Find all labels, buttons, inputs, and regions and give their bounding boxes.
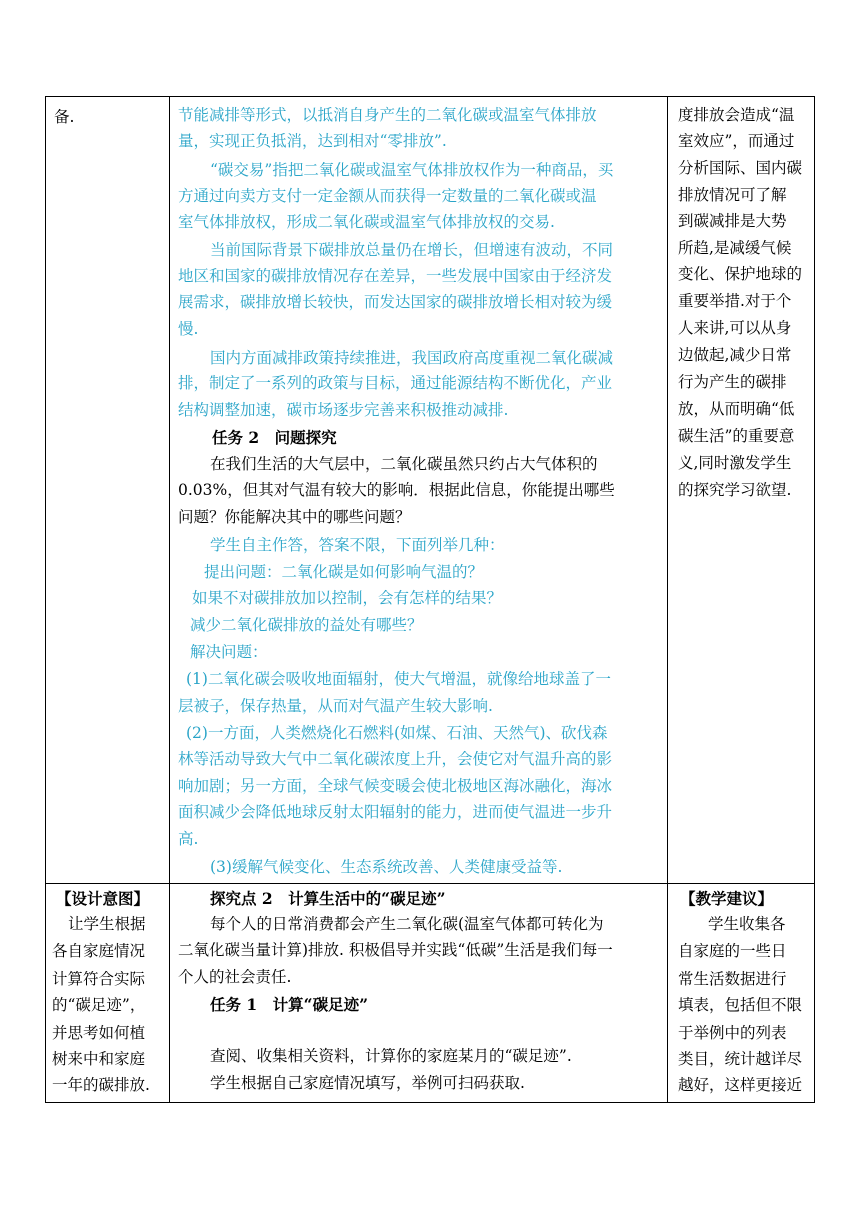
text-line: 室效应”，而通过: [678, 132, 795, 150]
text-line: 学生根据自己家庭情况填写，举例可扫码获取.: [210, 1074, 525, 1092]
lesson-table: [45, 96, 815, 1103]
text-line: 各自家庭情况: [52, 942, 146, 960]
text-line: 探究点 2 计算生活中的“碳足迹”: [210, 889, 446, 908]
text-line: 【教学建议】: [680, 889, 774, 908]
text-line: 类目，统计越详尽: [678, 1050, 803, 1068]
text-line: 义,同时激发学生: [678, 454, 792, 472]
text-line: 【设计意图】: [56, 889, 150, 908]
row1-middle-cell: [170, 97, 668, 884]
text-line: 展需求，碳排放增长较快，而发达国家的碳排放增长相对较为缓: [178, 293, 613, 311]
text-line: 学生收集各: [708, 915, 786, 933]
text-line: 0.03%，但其对气温有较大的影响．根据此信息，你能提出哪些: [178, 481, 615, 499]
text-line: 室气体排放权，形成二氧化碳或温室气体排放权的交易.: [178, 213, 555, 231]
text-line: 响加剧；另一方面，全球气候变暖会使北极地区海冰融化，海冰: [178, 777, 613, 795]
text-line: “碳交易”指把二氧化碳或温室气体排放权作为一种商品，买: [210, 161, 614, 179]
text-line: 节能减排等形式，以抵消自身产生的二氧化碳或温室气体排放: [178, 106, 597, 124]
text-line: 任务 1 计算“碳足迹”: [210, 995, 369, 1014]
text-line: 在我们生活的大气层中，二氧化碳虽然只约占大气体积的: [210, 455, 598, 473]
text-line: 填表，包括但不限: [678, 996, 803, 1014]
text-line: (1)二氧化碳会吸收地面辐射，使大气增温，就像给地球盖了一: [186, 670, 611, 688]
text-line: 排放情况可了解: [678, 186, 787, 204]
table-row: [46, 884, 815, 1103]
text-line: 学生自主作答，答案不限，下面列举几种：: [210, 536, 505, 554]
text-line: 备.: [54, 108, 75, 126]
text-line: 面积减少会降低地球反射太阳辐射的能力，进而使气温进一步升: [178, 803, 613, 821]
text-line: 边做起,减少日常: [678, 346, 792, 364]
text-line: 量，实现正负抵消，达到相对“零排放”.: [178, 132, 447, 150]
text-line: (2)一方面，人类燃烧化石燃料(如煤、石油、天然气)、砍伐森: [186, 724, 608, 742]
text-line: 问题？你能解决其中的哪些问题？: [178, 508, 411, 526]
text-line: 所趋,是减缓气候: [678, 239, 792, 257]
row1-left-cell: [46, 97, 170, 884]
text-line: 减少二氧化碳排放的益处有哪些？: [190, 616, 423, 634]
text-line: 重要举措.对于个: [678, 292, 792, 310]
text-line: (3)缓解气候变化、生态系统改善、人类健康受益等.: [210, 858, 563, 876]
text-line: 结构调整加速，碳市场逐步完善来积极推动减排.: [178, 401, 509, 419]
text-line: 人来讲,可以从身: [678, 319, 792, 337]
table-row: [46, 97, 815, 884]
text-line: 越好，这样更接近: [678, 1076, 803, 1094]
text-line: 解决问题：: [190, 643, 268, 661]
row2-middle-cell: [170, 884, 668, 1103]
text-line: 行为产生的碳排: [678, 373, 787, 391]
row1-right-cell: [668, 97, 815, 884]
text-line: 一年的碳排放.: [52, 1076, 150, 1094]
text-line: 高.: [178, 830, 199, 848]
text-line: 排，制定了一系列的政策与目标，通过能源结构不断优化，产业: [178, 374, 613, 392]
text-line: 放，从而明确“低: [678, 400, 795, 418]
text-line: 二氧化碳当量计算)排放. 积极倡导并实践“低碳”生活是我们每一: [178, 941, 613, 959]
text-line: 并思考如何植: [52, 1024, 146, 1042]
text-line: 查阅、收集相关资料，计算你的家庭某月的“碳足迹”.: [210, 1047, 572, 1065]
row2-right-cell: [668, 884, 815, 1103]
text-line: 个人的社会责任.: [178, 968, 292, 986]
text-line: 地区和国家的碳排放情况存在差异，一些发展中国家由于经济发: [178, 267, 613, 285]
text-line: 林等活动导致大气中二氧化碳浓度上升，会使它对气温升高的影: [178, 750, 613, 768]
text-line: 国内方面减排政策持续推进，我国政府高度重视二氧化碳减: [210, 349, 614, 367]
text-line: 慢.: [178, 320, 199, 338]
text-line: 自家庭的一些日: [678, 942, 787, 960]
text-line: 每个人的日常消费都会产生二氧化碳(温室气体都可转化为: [210, 915, 604, 933]
text-line: 如果不对碳排放加以控制，会有怎样的结果？: [192, 589, 503, 607]
text-line: 当前国际背景下碳排放总量仍在增长，但增速有波动，不同: [210, 241, 614, 259]
text-line: 计算符合实际: [52, 970, 146, 988]
text-line: 的探究学习欲望.: [678, 481, 792, 499]
text-line: 方通过向卖方支付一定金额从而获得一定数量的二氧化碳或温: [178, 187, 597, 205]
row2-left-cell: [46, 884, 170, 1103]
text-line: 提出问题：二氧化碳是如何影响气温的？: [204, 563, 484, 581]
text-line: 任务 2 问题探究: [212, 428, 337, 447]
text-line: 让学生根据: [68, 915, 146, 933]
text-line: 分析国际、国内碳: [678, 159, 803, 177]
text-line: 到碳减排是大势: [678, 212, 787, 230]
text-line: 度排放会造成“温: [678, 106, 795, 124]
text-line: 于举例中的列表: [678, 1024, 787, 1042]
text-line: 树来中和家庭: [52, 1050, 146, 1068]
text-line: 的“碳足迹”，: [52, 996, 146, 1014]
text-line: 碳生活”的重要意: [678, 427, 795, 445]
text-line: 常生活数据进行: [678, 970, 787, 988]
text-line: 变化、保护地球的: [678, 265, 803, 283]
text-line: 层被子，保存热量，从而对气温产生较大影响.: [178, 697, 493, 715]
